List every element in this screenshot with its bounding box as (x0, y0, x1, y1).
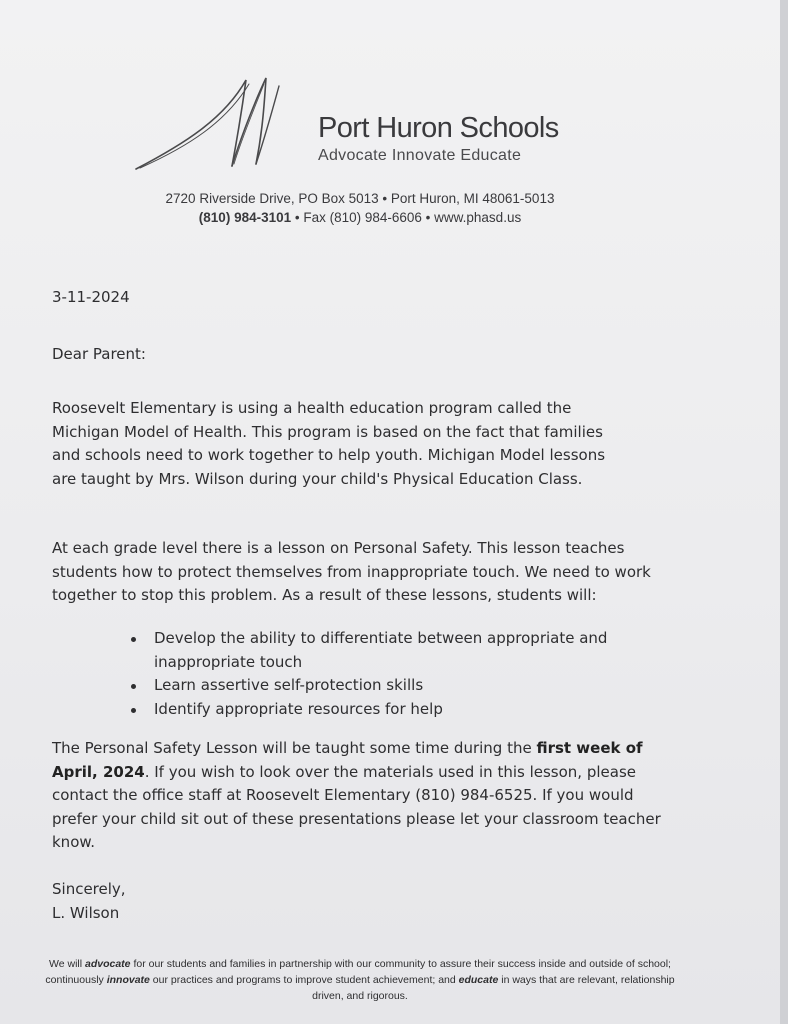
footer-emphasis-advocate: advocate (85, 958, 131, 970)
org-tagline: Advocate Innovate Educate (318, 147, 522, 164)
footer-emphasis-educate: educate (458, 974, 499, 986)
outcomes-list (126, 627, 626, 721)
letterhead-address (140, 189, 580, 227)
address-line: 2720 Riverside Drive, PO Box 5013 • Port Huron, MI 48061-5013 (165, 191, 555, 206)
org-name: Port Huron Schools (318, 112, 559, 144)
list-item: Identify appropriate resources for help (126, 698, 626, 722)
list-item: Develop the ability to differentiate between appropriate and inappropriate touch (126, 627, 626, 674)
letter-closing: Sincerely, (52, 880, 126, 898)
phone-number: (810) 984-3101 (198, 210, 292, 225)
footer-text: We will (49, 958, 85, 970)
footer-text: in ways that are relevant, relationship driven, and rigorous. (312, 974, 675, 1002)
letter-date: 3-11-2024 (52, 288, 130, 306)
footer-emphasis-innovate: innovate (106, 974, 150, 986)
paragraph-program-intro: Roosevelt Elementary is using a health education program called the Michigan Model of Health. This program is based on the fact that families and schools need to work together to help youth. Michigan Model lessons are taught by Mrs. Wilson during your child's Physical Education Class. (52, 399, 606, 488)
letter-salutation: Dear Parent: (52, 345, 146, 363)
schedule-date-emphasis: first week of April, 2024 (52, 739, 643, 781)
fax-and-website: • Fax (810) 984-6606 • www.phasd.us (291, 210, 522, 225)
port-huron-schools-logo-icon (134, 74, 284, 174)
paragraph-personal-safety: At each grade level there is a lesson on Personal Safety. This lesson teaches students how to protect themselves from inappropriate touch. We need to work together to stop this problem. As a result of these lessons, students will: (52, 539, 651, 604)
footer-text: for our students and families in partnership with our community to assure their success inside and outside of school; continuously (45, 958, 671, 986)
mission-statement-footer (40, 956, 680, 1004)
page-edge-shadow (780, 0, 788, 1024)
letter-signature: L. Wilson (52, 904, 120, 922)
list-item: Learn assertive self-protection skills (126, 674, 626, 698)
paragraph-schedule (52, 737, 667, 855)
footer-text: our practices and programs to improve student achievement; and (149, 974, 459, 986)
schedule-text-end: . If you wish to look over the materials used in this lesson, please contact the office staff at Roosevelt Elementary (810) 984-6525. If you would prefer your child sit out of these presentations please let your classroom teacher know. (52, 762, 661, 851)
schedule-text-start: The Personal Safety Lesson will be taught some time during the (52, 739, 537, 757)
contact-line (140, 208, 580, 227)
